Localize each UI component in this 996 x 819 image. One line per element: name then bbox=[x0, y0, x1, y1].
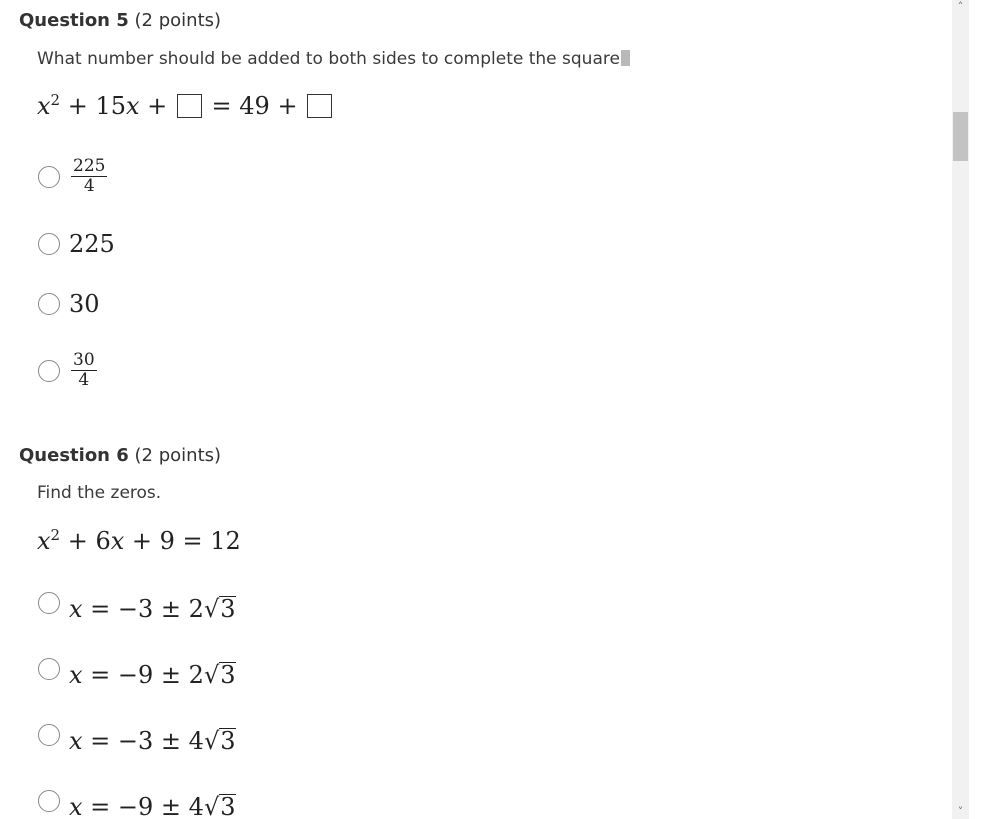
option-expression bbox=[69, 793, 236, 819]
radical-sign: √ bbox=[203, 661, 220, 689]
expr-var-x: x bbox=[69, 793, 83, 819]
scrollbar-thumb[interactable] bbox=[953, 112, 968, 161]
q6-option-4[interactable] bbox=[38, 790, 236, 819]
question-5-header bbox=[19, 10, 221, 31]
eq-exponent: 2 bbox=[50, 526, 61, 544]
radical-sign: √ bbox=[203, 727, 220, 755]
q5-option-2[interactable] bbox=[38, 230, 115, 258]
chevron-down-icon[interactable]: ˅ bbox=[957, 805, 964, 818]
eq-term: + 6 bbox=[60, 527, 111, 555]
radicand: 3 bbox=[220, 595, 236, 623]
radio-button[interactable] bbox=[38, 360, 60, 382]
radio-button[interactable] bbox=[38, 233, 60, 255]
expr-var-x: x bbox=[69, 661, 83, 689]
fraction bbox=[71, 351, 97, 390]
radio-button[interactable] bbox=[38, 166, 60, 188]
eq-var-x: x bbox=[37, 527, 51, 555]
option-expression bbox=[69, 595, 236, 623]
chevron-up-icon[interactable]: ˄ bbox=[957, 0, 964, 13]
eq-var-x: x bbox=[110, 527, 125, 555]
option-label: 225 bbox=[69, 230, 115, 258]
blank-box-left bbox=[177, 94, 202, 118]
radio-button[interactable] bbox=[38, 592, 60, 614]
eq-exponent: 2 bbox=[50, 91, 61, 109]
radio-button[interactable] bbox=[38, 658, 60, 680]
expr-body: = −9 ± 4 bbox=[82, 793, 204, 819]
expr-body: = −3 ± 2 bbox=[82, 595, 204, 623]
radicand: 3 bbox=[220, 727, 236, 755]
blank-box-right bbox=[307, 94, 332, 118]
radical-sign: √ bbox=[203, 595, 220, 623]
expr-var-x: x bbox=[69, 727, 83, 755]
vertical-scrollbar[interactable] bbox=[952, 0, 969, 819]
eq-equals: = 49 + bbox=[203, 92, 306, 120]
radio-button[interactable] bbox=[38, 790, 60, 812]
radio-button[interactable] bbox=[38, 293, 60, 315]
question-5-prompt-text: What number should be added to both sides to complete the square bbox=[37, 49, 620, 69]
q5-option-4[interactable] bbox=[38, 351, 97, 390]
question-5-title: Question 5 bbox=[19, 10, 129, 31]
eq-tail: + 9 = 12 bbox=[124, 527, 241, 555]
eq-var-x: x bbox=[126, 92, 140, 120]
question-5-points: (2 points) bbox=[134, 10, 222, 31]
q5-option-3[interactable] bbox=[38, 290, 100, 318]
q6-option-2[interactable] bbox=[38, 658, 236, 689]
question-6-title: Question 6 bbox=[19, 445, 129, 466]
expr-var-x: x bbox=[69, 595, 83, 623]
eq-var-x: x bbox=[37, 92, 51, 120]
fraction-numerator: 30 bbox=[73, 350, 95, 370]
radicand: 3 bbox=[220, 793, 236, 819]
eq-plus: + bbox=[139, 92, 175, 120]
question-5-equation bbox=[37, 92, 334, 120]
expr-body: = −9 ± 2 bbox=[82, 661, 204, 689]
fraction bbox=[71, 157, 107, 196]
radical-sign: √ bbox=[203, 793, 220, 819]
expr-body: = −3 ± 4 bbox=[82, 727, 204, 755]
q6-option-1[interactable] bbox=[38, 592, 236, 623]
question-6-points: (2 points) bbox=[134, 445, 222, 466]
radicand: 3 bbox=[220, 661, 236, 689]
option-expression bbox=[69, 661, 236, 689]
question-5-prompt bbox=[37, 49, 630, 69]
question-6-header bbox=[19, 445, 221, 466]
question-6-equation bbox=[37, 527, 241, 555]
question-6-prompt: Find the zeros. bbox=[37, 483, 162, 503]
option-label: 30 bbox=[69, 290, 100, 318]
fraction-denominator: 4 bbox=[78, 370, 90, 390]
radio-button[interactable] bbox=[38, 724, 60, 746]
option-expression bbox=[69, 727, 236, 755]
q6-option-3[interactable] bbox=[38, 724, 236, 755]
eq-term: + 15 bbox=[60, 92, 126, 120]
q5-option-1[interactable] bbox=[38, 157, 107, 196]
fraction-denominator: 4 bbox=[83, 176, 95, 196]
fraction-numerator: 225 bbox=[73, 156, 106, 176]
text-cursor-marker bbox=[621, 50, 630, 66]
